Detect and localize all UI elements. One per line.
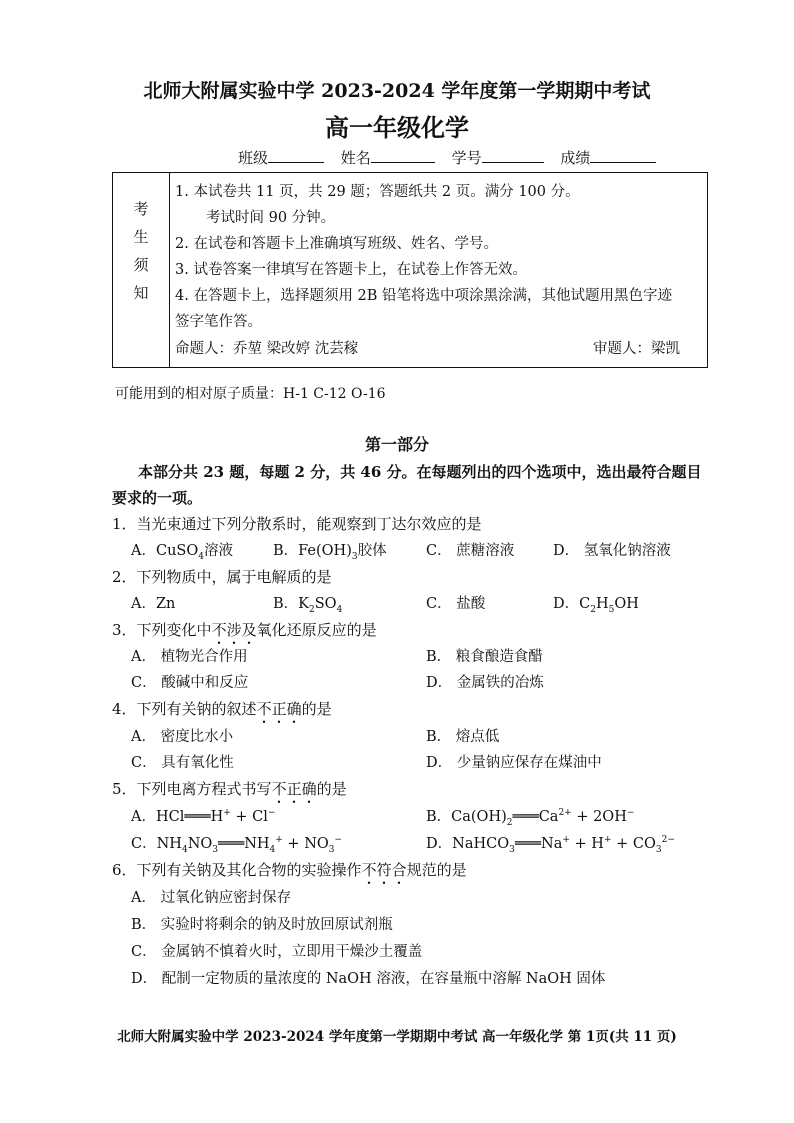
notice-reviewer: 审题人：梁凯 — [593, 341, 680, 357]
formula-part: Fe(OH) — [298, 543, 352, 559]
question-3-option-b: B． 粮食酿造食醋 — [426, 649, 543, 665]
question-5-option-c — [131, 832, 342, 855]
subscript: 4 — [181, 844, 188, 855]
question-6-option-c: C． 金属钠不慎着火时，立即用干燥沙土覆盖 — [131, 944, 423, 960]
question-6-option-d: D． 配制一定物质的量浓度的 NaOH 溶液，在容量瓶中溶解 NaOH 固体 — [131, 971, 606, 987]
formula-part: OH — [614, 596, 639, 612]
question-number: 4． — [112, 700, 137, 718]
part-title: 第一部分 — [364, 435, 429, 454]
formula-part: H — [210, 809, 224, 825]
question-text: 下列有关钠的叙述 — [136, 700, 257, 718]
class-label: 班级 — [238, 149, 269, 167]
notice-rule-3: 3. 试卷答案一律填写在答题卡上，在试卷上作答无效。 — [175, 262, 527, 278]
equals-sign-icon: ═══ — [218, 836, 245, 852]
subscript: 3 — [328, 844, 335, 855]
superscript: − — [334, 835, 343, 846]
formula-part: K — [298, 596, 309, 612]
question-text: 当光束通过下列分散系时，能观察到丁达尔效应的是 — [136, 515, 482, 533]
question-1-option-c: C． 蔗糖溶液 — [426, 543, 515, 559]
question-1-stem — [112, 513, 482, 534]
emphasis-text: 不涉及 — [211, 621, 257, 639]
emphasis-text: 不正确 — [271, 780, 317, 798]
question-5-option-d — [426, 832, 675, 855]
notice-authors: 命题人：乔堃 梁改婷 沈芸稼 — [175, 341, 359, 357]
formula-part: + Cl — [230, 809, 268, 825]
subscript: 3 — [655, 844, 662, 855]
notice-rule-2: 2. 在试卷和答题卡上准确填写班级、姓名、学号。 — [175, 236, 498, 252]
equals-sign-icon: ═══ — [184, 809, 211, 825]
question-text: 下列有关钠及其化合物的实验操作 — [136, 861, 362, 879]
question-6-option-a: A． 过氧化钠应密封保存 — [131, 890, 292, 906]
notice-rule-1: 1. 本试卷共 11 页，共 29 题；答题纸共 2 页。满分 100 分。 — [175, 184, 580, 200]
question-3-stem — [112, 619, 377, 648]
formula-part: + CO — [611, 836, 656, 852]
question-2-option-a: A．Zn — [131, 596, 176, 612]
exam-notice-box — [112, 172, 708, 368]
formula-part: NaHCO — [452, 836, 510, 852]
exam-subject-title: 高一年级化学 — [325, 113, 469, 142]
formula-part: Ca — [538, 809, 559, 825]
subscript: 4 — [336, 604, 343, 615]
question-4-option-a: A． 密度比水小 — [131, 729, 234, 745]
subscript: 2 — [506, 817, 513, 828]
superscript: + — [223, 808, 231, 819]
formula-part: Na — [541, 836, 563, 852]
notice-divider — [169, 173, 170, 367]
formula-part: + H — [569, 836, 604, 852]
option-label: B． — [426, 809, 452, 825]
name-blank — [371, 148, 435, 163]
question-4-option-b: B． 熔点低 — [426, 729, 500, 745]
question-text: 下列电离方程式书写 — [136, 780, 272, 798]
option-text: 胶体 — [357, 543, 387, 559]
name-label: 姓名 — [340, 149, 371, 167]
formula-part: C — [579, 596, 591, 612]
formula-part: + 2OH — [571, 809, 627, 825]
question-1-option-b — [273, 539, 387, 562]
subscript: 5 — [608, 604, 615, 615]
student-id-label: 学号 — [451, 149, 482, 167]
notice-rule-1-cont: 考试时间 90 分钟。 — [206, 210, 336, 226]
question-text: 的是 — [316, 780, 347, 798]
student-info-line — [238, 147, 656, 168]
score-blank — [590, 148, 656, 163]
option-label: A． — [131, 809, 156, 825]
question-5-stem — [112, 778, 347, 807]
question-number: 3． — [112, 621, 137, 639]
option-label: C． — [131, 836, 157, 852]
notice-rule-4-cont: 签字笔作答。 — [175, 314, 262, 330]
question-3-option-c: C． 酸碱中和反应 — [131, 675, 249, 691]
question-4-option-c: C． 具有氧化性 — [131, 755, 234, 771]
subscript: 2 — [309, 604, 315, 615]
equals-sign-icon: ═══ — [514, 836, 542, 852]
notice-label-char: 须 — [133, 256, 149, 274]
question-3-option-a: A． 植物光合作用 — [131, 649, 248, 665]
option-label: B． — [273, 596, 299, 612]
question-number: 1． — [112, 515, 137, 533]
question-1-option-a — [131, 539, 233, 562]
notice-label-char: 生 — [133, 228, 149, 246]
question-number: 5． — [112, 780, 137, 798]
subscript: 4 — [269, 844, 276, 855]
subscript: 3 — [212, 844, 218, 855]
formula-part: H — [595, 596, 609, 612]
notice-label-char: 知 — [133, 284, 149, 302]
part-instruction-line-2: 要求的一项。 — [112, 489, 203, 507]
emphasis-text: 不符合 — [361, 861, 407, 879]
class-blank — [268, 148, 324, 163]
page-footer: 北师大附属实验中学 2023-2024 学年度第一学期期中考试 高一年级化学 第 1页(共 11 页) — [117, 1029, 677, 1045]
question-5-option-b — [426, 805, 634, 828]
subscript: 2 — [590, 604, 596, 615]
superscript: + — [562, 835, 570, 846]
superscript: + — [603, 835, 612, 846]
subscript: 3 — [351, 551, 358, 562]
formula-part: NH — [244, 836, 270, 852]
formula-part: Ca(OH) — [451, 809, 507, 825]
question-text: 的是 — [301, 700, 332, 718]
question-4-option-d: D． 少量钠应保存在煤油中 — [426, 755, 602, 771]
question-number: 6． — [112, 861, 137, 879]
question-2-option-c: C． 盐酸 — [426, 596, 486, 612]
emphasis-text: 不正确 — [256, 700, 302, 718]
question-6-stem — [112, 859, 467, 888]
question-1-option-d: D． 氢氧化钠溶液 — [553, 543, 671, 559]
question-text: 规范的是 — [406, 861, 467, 879]
question-2-option-d — [553, 592, 639, 615]
atomic-mass-note: 可能用到的相对原子质量：H-1 C-12 O-16 — [115, 386, 386, 402]
question-number: 2． — [112, 568, 137, 586]
question-text: 下列物质中，属于电解质的是 — [136, 568, 332, 586]
formula-part: + NO — [282, 836, 329, 852]
question-2-option-b — [273, 592, 342, 615]
formula-part: HCl — [155, 809, 185, 825]
notice-label — [113, 195, 169, 307]
formula-part: NO — [187, 836, 213, 852]
subscript: 3 — [509, 844, 515, 855]
formula-part: CuSO — [155, 543, 199, 559]
superscript: + — [275, 835, 283, 846]
superscript: − — [267, 808, 276, 819]
question-3-option-d: D． 金属铁的冶炼 — [426, 675, 544, 691]
question-4-stem — [112, 698, 332, 727]
option-label: D． — [426, 836, 453, 852]
subscript: 4 — [198, 551, 204, 562]
superscript: 2− — [661, 835, 675, 846]
question-2-stem — [112, 566, 332, 587]
option-label: A． — [131, 543, 156, 559]
option-label: B． — [273, 543, 299, 559]
formula-part: SO — [314, 596, 337, 612]
equals-sign-icon: ═══ — [512, 809, 539, 825]
student-id-blank — [482, 148, 544, 163]
notice-label-char: 考 — [133, 200, 149, 218]
part-instruction-line-1: 本部分共 23 题，每题 2 分，共 46 分。在每题列出的四个选项中，选出最符合题目 — [138, 463, 702, 481]
option-label: D． — [553, 596, 580, 612]
formula-part: NH — [156, 836, 182, 852]
option-text: 溶液 — [203, 543, 233, 559]
superscript: − — [626, 808, 635, 819]
question-6-option-b: B． 实验时将剩余的钠及时放回原试剂瓶 — [131, 917, 393, 933]
superscript: 2+ — [558, 808, 572, 819]
exam-school-title: 北师大附属实验中学 2023-2024 学年度第一学期期中考试 — [143, 80, 651, 102]
question-5-option-a — [131, 805, 275, 826]
question-text: 氧化还原反应的是 — [256, 621, 377, 639]
question-text: 下列变化中 — [136, 621, 212, 639]
notice-rule-4: 4. 在答题卡上，选择题须用 2B 铅笔将选中项涂黑涂满，其他试题用黑色字迹 — [175, 288, 673, 304]
score-label: 成绩 — [560, 149, 591, 167]
